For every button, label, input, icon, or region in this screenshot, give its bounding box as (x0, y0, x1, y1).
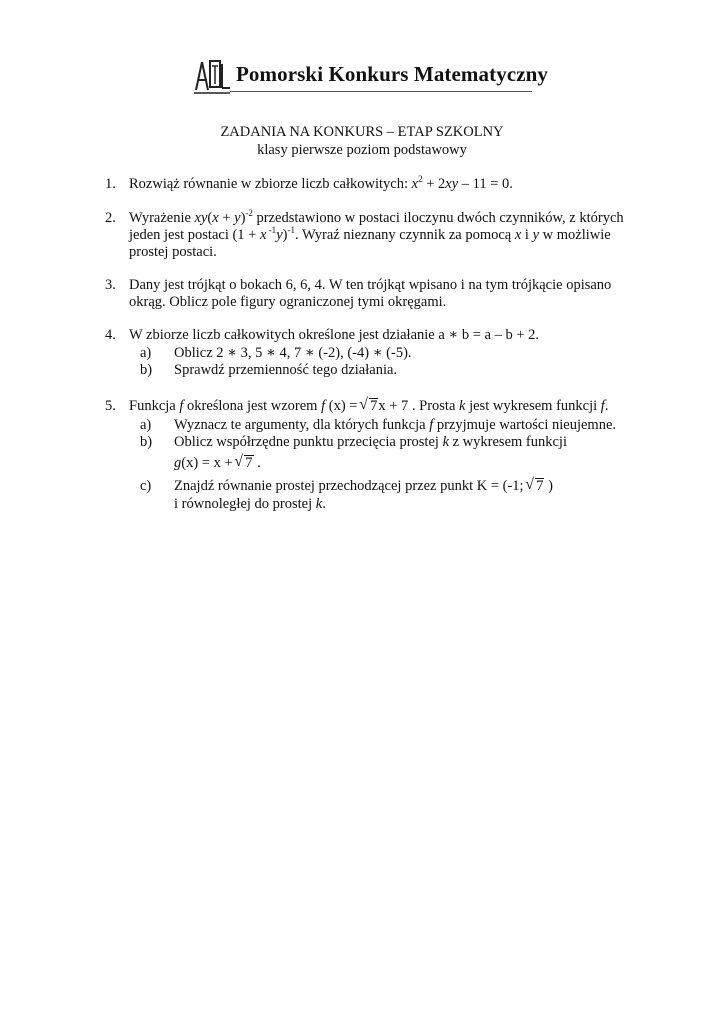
task-text: Funkcja f określona jest wzorem f (x) = √ 7x + 7 . Prosta k jest wykresem funkcji f. (129, 398, 639, 415)
logo-underline (230, 91, 532, 92)
header-logo (192, 58, 549, 98)
task-5-b-formula: g(x) = x + √ 7 . (174, 455, 674, 472)
task-1 (105, 176, 645, 196)
task-number: 4. (105, 327, 116, 343)
task-5-b: b) Oblicz współrzędne punktu przecięcia prostej k z wykresem funkcji (140, 434, 567, 450)
task-number: 5. (105, 398, 116, 414)
logo-text: Pomorski Konkurs Matematyczny (236, 62, 549, 86)
task-text: W zbiorze liczb całkowitych określone jest działanie a ∗ b = a – b + 2. (129, 327, 540, 343)
task-number: 3. (105, 277, 116, 293)
task-number: 1. (105, 176, 116, 192)
task-5-c-line2: i równoległej do prostej k. (174, 496, 326, 512)
task-5-c: c) Znajdź równanie prostej przechodzącej przez punkt K = (-1; √ 7 ) (140, 478, 640, 495)
task-4-a: a) Oblicz 2 ∗ 3, 5 ∗ 4, 7 ∗ (-2), (-4) ∗ (-5). (140, 345, 412, 361)
task-2 (105, 210, 645, 264)
task-text: Rozwiąż równanie w zbiorze liczb całkowitych: $x^2 + 2xy - 11 = 0$. (129, 174, 513, 192)
logo-emblem-icon (192, 58, 232, 96)
task-text: Wyrażenie $xy(x + y)^{-2}$ przedstawiono w postaci iloczynu dwóch czynników, z których jeden jest postaci (1 + x $^{-1}$y)$^{-1}$. Wyraź nieznany czynnik za pomocą x i y w możliwie prostej postaci. (129, 208, 624, 260)
task-5-a: a) Wyznacz te argumenty, dla których funkcja f przyjmuje wartości nieujemne. (140, 417, 617, 433)
task-number: 2. (105, 210, 116, 226)
task-5 (105, 398, 645, 418)
task-4 (105, 327, 645, 347)
task-text: Dany jest trójkąt o bokach 6, 6, 4. W ten trójkąt wpisano i na tym trójkącie opisano okrąg. Oblicz pole figury ograniczonej tymi okręgami. (129, 277, 612, 310)
document-subtitle: klasy pierwsze poziom podstawowy (257, 142, 467, 158)
document-title: ZADANIA NA KONKURS – ETAP SZKOLNY (220, 124, 504, 140)
task-4-b: b) Sprawdź przemienność tego działania. (140, 362, 398, 378)
task-3 (105, 277, 645, 313)
